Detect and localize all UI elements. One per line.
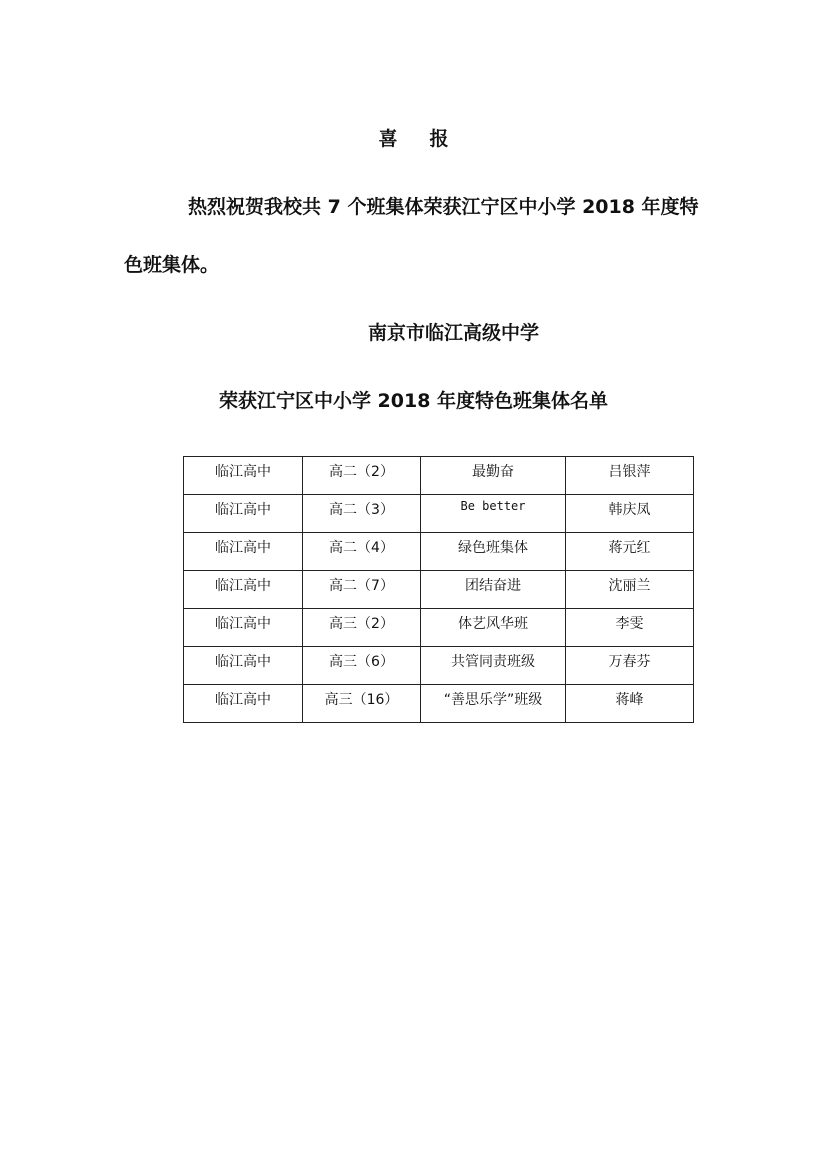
school-cell: 临江高中 xyxy=(184,609,303,647)
school-cell: 临江高中 xyxy=(184,685,303,723)
list-title: 荣获江宁区中小学 2018 年度特色班集体名单 xyxy=(218,390,609,412)
table-row xyxy=(184,571,694,609)
title-char-2: 报 xyxy=(429,128,449,150)
table-row xyxy=(184,457,694,495)
class-name-cell: 最勤奋 xyxy=(421,457,566,495)
table-row xyxy=(184,495,694,533)
school-cell: 临江高中 xyxy=(184,571,303,609)
table-row xyxy=(184,533,694,571)
teacher-cell: 沈丽兰 xyxy=(566,571,694,609)
school-name: 南京市临江高级中学 xyxy=(368,322,540,344)
class-cell: 高三（16） xyxy=(303,685,421,723)
teacher-cell: 吕银萍 xyxy=(566,457,694,495)
table-row xyxy=(184,647,694,685)
teacher-cell: 万春芬 xyxy=(566,647,694,685)
class-cell: 高三（6） xyxy=(303,647,421,685)
roster-table xyxy=(183,456,694,723)
class-name-cell: 绿色班集体 xyxy=(421,533,566,571)
class-name-cell: Be better xyxy=(421,495,566,533)
title-char-1: 喜 xyxy=(378,128,398,150)
teacher-cell: 李雯 xyxy=(566,609,694,647)
teacher-cell: 韩庆凤 xyxy=(566,495,694,533)
announcement-paragraph xyxy=(124,178,714,294)
class-cell: 高三（2） xyxy=(303,609,421,647)
table-row xyxy=(184,609,694,647)
school-cell: 临江高中 xyxy=(184,647,303,685)
announcement-text: 热烈祝贺我校共 7 个班集体荣获江宁区中小学 2018 年度特色班集体。 xyxy=(124,196,699,276)
table-row xyxy=(184,685,694,723)
class-cell: 高二（4） xyxy=(303,533,421,571)
class-name-cell: 团结奋进 xyxy=(421,571,566,609)
school-cell: 临江高中 xyxy=(184,533,303,571)
class-cell: 高二（2） xyxy=(303,457,421,495)
page-title xyxy=(0,124,827,151)
school-cell: 临江高中 xyxy=(184,495,303,533)
teacher-cell: 蒋峰 xyxy=(566,685,694,723)
class-name-cell: 共管同责班级 xyxy=(421,647,566,685)
teacher-cell: 蒋元红 xyxy=(566,533,694,571)
class-cell: 高二（3） xyxy=(303,495,421,533)
class-cell: 高二（7） xyxy=(303,571,421,609)
class-name-cell: “善思乐学”班级 xyxy=(421,685,566,723)
class-name-cell: 体艺风华班 xyxy=(421,609,566,647)
school-cell: 临江高中 xyxy=(184,457,303,495)
